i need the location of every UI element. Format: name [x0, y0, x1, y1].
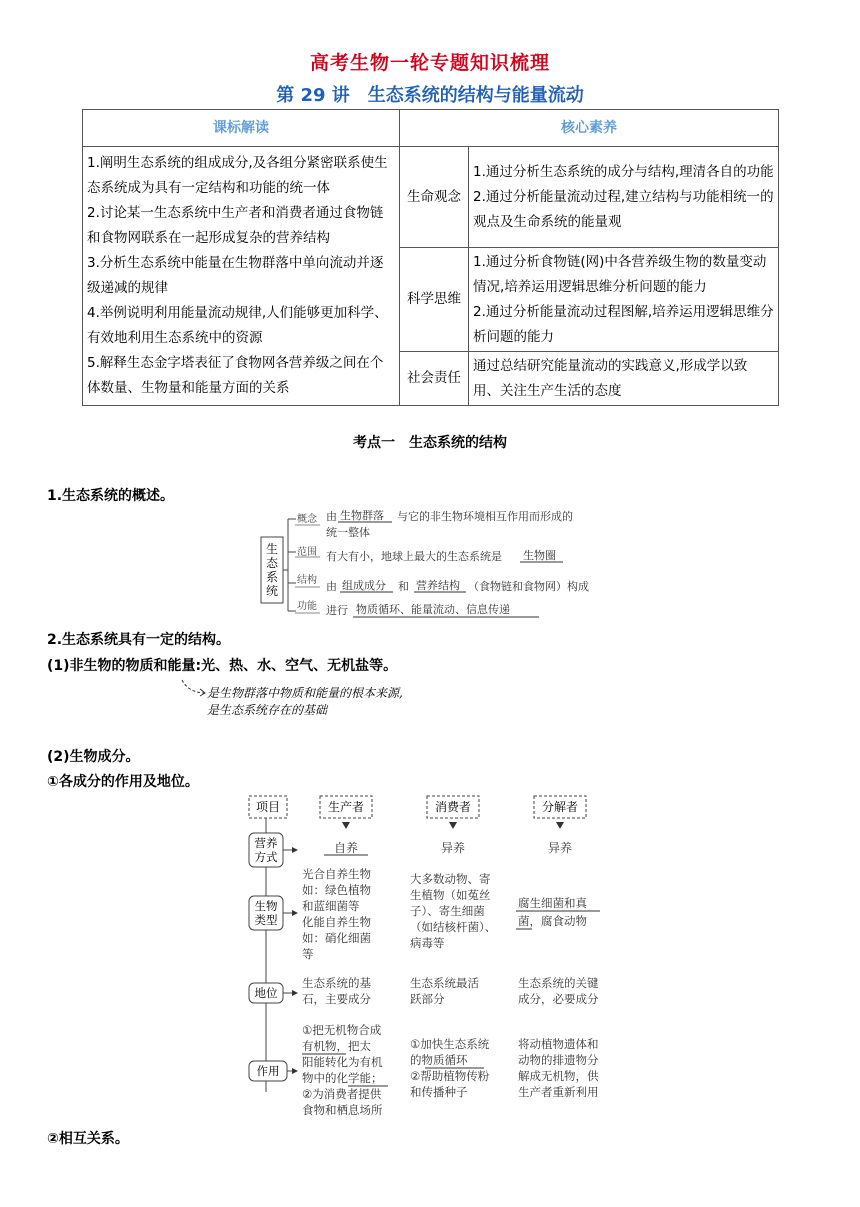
- root-label-char: 统: [265, 584, 279, 598]
- root-label-char: 态: [265, 556, 279, 570]
- svg-text:②为消费者提供: ②为消费者提供: [302, 1087, 382, 1101]
- svg-text:①把无机物合成: ①把无机物合成: [302, 1023, 382, 1037]
- nutrition-decomposer: 异养: [547, 841, 573, 855]
- label-function: 功能: [297, 601, 317, 612]
- category-life-concept: 生命观念: [400, 147, 469, 248]
- svg-text:将动植物遗体和: 将动植物遗体和: [518, 1037, 599, 1051]
- svg-text:生态系统的基: 生态系统的基: [302, 976, 371, 990]
- label-range: 范围: [297, 547, 317, 558]
- svg-text:腐生细菌和真: 腐生细菌和真: [518, 896, 587, 910]
- header-decomposer: 分解者: [541, 800, 579, 814]
- literacy-life-concept: 1.通过分析生态系统的成分与结构,理清各自的功能 2.通过分析能量流动过程,建立结构与功能相统一的观点及生命系统的能量观: [469, 147, 779, 248]
- svg-text:解成无机物，供: 解成无机物，供: [518, 1069, 599, 1083]
- svg-text:物中的化学能；: 物中的化学能；: [302, 1071, 383, 1085]
- svg-text:①加快生态系统: ①加快生态系统: [410, 1037, 490, 1051]
- overview-bracket: [283, 519, 296, 611]
- paragraph-structure: 2.生态系统具有一定的结构。: [47, 632, 231, 648]
- structure-pre: 由: [326, 580, 337, 593]
- svg-text:（如结核杆菌）、: （如结核杆菌）、: [410, 920, 497, 934]
- range-blank: 生物圈: [523, 549, 556, 562]
- structure-blank2: 营养结构: [416, 579, 460, 592]
- svg-text:有机物，把太: 有机物，把太: [302, 1039, 371, 1053]
- svg-text:和蓝细菌等: 和蓝细菌等: [302, 899, 360, 913]
- concept-post: 与它的非生物环境相互作用而形成的: [397, 510, 573, 523]
- category-social-responsibility: 社会责任: [400, 352, 469, 406]
- svg-text:动物的排遗物分: 动物的排遗物分: [518, 1053, 599, 1067]
- overview-diagram: [258, 505, 608, 623]
- row-label-status: 地位: [254, 986, 278, 1000]
- role-producer: [302, 1023, 383, 1117]
- components-diagram: [244, 792, 624, 1124]
- label-structure: 结构: [297, 575, 317, 586]
- function-pre: 进行: [326, 604, 348, 617]
- literacy-social-responsibility: 通过总结研究能量流动的实践意义,形成学以致用、关注生产生活的态度: [469, 352, 779, 406]
- root-label-char: 生: [265, 542, 279, 556]
- function-blank: 物质循环、能量流动、信息传递: [356, 603, 510, 616]
- header-producer: 生产者: [327, 800, 365, 814]
- standard-item: 3.分析生态系统中能量在生物群落中单向流动并逐级递减的规律: [87, 255, 384, 296]
- paragraph-overview: 1.生态系统的概述。: [47, 488, 175, 504]
- svg-text:菌，腐食动物: 菌，腐食动物: [518, 914, 587, 928]
- standard-item: 2.讨论某一生态系统中生产者和消费者通过食物链和食物网联系在一起形成复杂的营养结构: [87, 205, 384, 246]
- svg-text:等: 等: [302, 947, 314, 961]
- row-label-nutrition: [255, 836, 278, 864]
- standard-item: 5.解释生态金字塔表征了食物网各营养级之间在个体数量、生物量和能量方面的关系: [87, 355, 384, 396]
- root-label-char: 系: [265, 570, 279, 584]
- role-decomposer: [518, 1037, 599, 1099]
- standards-list: [83, 147, 400, 406]
- category-scientific-thinking: 科学思维: [400, 248, 469, 352]
- handnote-line: 是生态系统存在的基础: [207, 703, 328, 717]
- label-concept: 概念: [297, 514, 317, 525]
- svg-text:光合自养生物: 光合自养生物: [302, 867, 371, 881]
- svg-text:生产者重新利用: 生产者重新利用: [518, 1085, 599, 1099]
- nutrition-producer: 自养: [333, 841, 359, 855]
- paragraph-biotic: (2)生物成分。: [47, 749, 140, 765]
- lecture-title: 第 29 讲 生态系统的结构与能量流动: [276, 85, 584, 106]
- concept-line2: 统一整体: [326, 526, 370, 539]
- row-label-role: 作用: [256, 1064, 280, 1078]
- root-char: [266, 541, 279, 598]
- svg-text:跃部分: 跃部分: [410, 992, 445, 1006]
- svg-text:的物质循环: 的物质循环: [410, 1053, 468, 1067]
- svg-text:生态系统最活: 生态系统最活: [410, 976, 479, 990]
- svg-text:如：硝化细菌: 如：硝化细菌: [302, 931, 371, 945]
- status-consumer: [410, 976, 479, 1006]
- svg-text:阳能转化为有机: 阳能转化为有机: [302, 1055, 383, 1069]
- status-producer: [302, 976, 371, 1006]
- structure-blank1: 组成成分: [342, 579, 386, 592]
- paragraph-abiotic: (1)非生物的物质和能量:光、热、水、空气、无机盐等。: [47, 658, 398, 674]
- paragraph-relations: ②相互关系。: [47, 1131, 129, 1147]
- literacy-scientific-thinking: 1.通过分析食物链(网)中各营养级生物的数量变动情况,培养运用逻辑思维分析问题的能力 2.通过分析能量流动过程图解,培养运用逻辑思维分析问题的能力: [469, 248, 779, 352]
- svg-text:病毒等: 病毒等: [410, 936, 445, 950]
- range-text: 有大有小，地球上最大的生态系统是: [326, 550, 502, 563]
- handnote-line: 是生物群落中物质和能量的根本来源,: [207, 686, 403, 700]
- standard-item: 4.举例说明利用能量流动规律,人们能够更加科学、有效地利用生态系统中的资源: [87, 305, 388, 346]
- structure-post: （食物链和食物网）构成: [468, 580, 589, 593]
- svg-text:成分，必要成分: 成分，必要成分: [518, 992, 599, 1006]
- standard-item: 1.阐明生态系统的组成成分,及各组分紧密联系使生态系统成为具有一定结构和功能的统一体: [87, 155, 388, 196]
- svg-text:生态系统的关键: 生态系统的关键: [518, 976, 599, 990]
- svg-text:生植物（如菟丝: 生植物（如菟丝: [410, 888, 491, 902]
- svg-text:②帮助植物传粉: ②帮助植物传粉: [410, 1069, 490, 1083]
- svg-text:石，主要成分: 石，主要成分: [302, 992, 371, 1006]
- status-decomposer: [518, 976, 599, 1006]
- paragraph-roles: ①各成分的作用及地位。: [47, 774, 199, 790]
- concept-blank: 生物群落: [340, 509, 384, 522]
- nutrition-consumer: 异养: [440, 841, 466, 855]
- standards-table: [82, 109, 779, 406]
- section-heading: 考点一 生态系统的结构: [353, 435, 507, 451]
- col-header-standards: 课标解读: [83, 110, 400, 147]
- svg-text:子）、寄生细菌: 子）、寄生细菌: [410, 904, 485, 918]
- type-consumer: [410, 872, 496, 950]
- handnote: [207, 685, 403, 719]
- header-item: 项目: [255, 800, 281, 814]
- document-title: 高考生物一轮专题知识梳理: [309, 52, 550, 74]
- row-label-nutrition-line: 营养: [254, 836, 278, 850]
- concept-pre: 由: [326, 510, 337, 523]
- svg-text:大多数动物、寄: 大多数动物、寄: [410, 872, 491, 886]
- row-label-type-line: 类型: [254, 913, 278, 927]
- svg-text:化能自养生物: 化能自养生物: [302, 915, 371, 929]
- header-consumer: 消费者: [434, 800, 472, 814]
- row-label-type-line: 生物: [254, 899, 278, 913]
- svg-text:食物和栖息场所: 食物和栖息场所: [302, 1103, 383, 1117]
- structure-and: 和: [398, 580, 409, 593]
- row-label-type: [255, 899, 278, 927]
- type-decomposer: [518, 896, 587, 928]
- col-header-literacy: 核心素养: [400, 110, 779, 147]
- type-producer: [302, 867, 371, 961]
- row-label-nutrition-line: 方式: [254, 850, 278, 864]
- handnote-arrow: [178, 676, 208, 698]
- svg-text:和传播种子: 和传播种子: [410, 1085, 468, 1099]
- svg-text:如：绿色植物: 如：绿色植物: [302, 883, 371, 897]
